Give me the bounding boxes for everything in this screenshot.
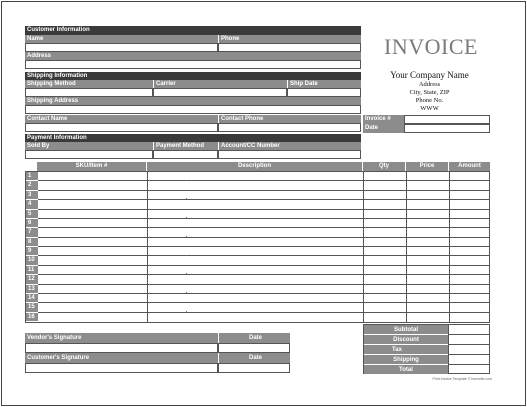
customer-date-field[interactable]	[218, 363, 290, 373]
vendor-date-field[interactable]	[218, 343, 290, 353]
items-table-body	[25, 171, 490, 323]
shipping-address-field[interactable]	[25, 105, 361, 114]
sold-by-label: Sold By	[25, 142, 153, 150]
contact-phone-field[interactable]	[218, 123, 361, 132]
table-row[interactable]	[38, 294, 489, 303]
company-name: Your Company Name	[390, 70, 469, 80]
customer-name-label: Name	[25, 35, 218, 43]
carrier-label: Carrier	[153, 80, 287, 88]
table-row[interactable]	[38, 238, 489, 247]
company-city-state-zip: City, State, ZIP	[409, 89, 450, 96]
row-number: 16	[26, 313, 38, 322]
totals-box	[363, 324, 490, 374]
row-number: 1	[26, 172, 38, 181]
row-number: 12	[26, 275, 38, 284]
shipping-method-field[interactable]	[25, 88, 153, 97]
company-www: WWW	[420, 105, 439, 112]
customer-signature-field[interactable]	[25, 363, 218, 373]
items-header-row	[37, 162, 490, 171]
shipping-method-label: Shipping Method	[25, 80, 153, 88]
row-number: 4	[26, 200, 38, 209]
subtotal-label: Subtotal	[364, 325, 448, 335]
table-row[interactable]	[38, 275, 489, 284]
row-number: 5	[26, 210, 38, 219]
row-number: 6	[26, 219, 38, 228]
invoice-number-field[interactable]	[404, 115, 490, 124]
customer-address-field[interactable]	[25, 60, 361, 69]
row-number: 14	[26, 294, 38, 303]
customer-date-label: Date	[218, 353, 290, 363]
ship-date-label: Ship Date	[287, 80, 361, 88]
table-row[interactable]	[38, 313, 489, 322]
sold-by-field[interactable]	[25, 150, 153, 159]
table-row[interactable]	[38, 200, 489, 209]
price-column-header: Price	[405, 162, 448, 171]
customer-phone-label: Phone	[218, 35, 361, 43]
column-divider	[147, 172, 148, 322]
row-number: 11	[26, 266, 38, 275]
row-number: 13	[26, 285, 38, 294]
contact-phone-label: Contact Phone	[218, 115, 361, 123]
table-row[interactable]	[38, 266, 489, 275]
shipping-info-header: Shipping Information	[25, 72, 361, 80]
vendor-signature-label: Vendor's Signature	[25, 333, 218, 343]
table-row[interactable]	[38, 191, 489, 200]
vendor-signature-field[interactable]	[25, 343, 218, 353]
contact-name-label: Contact Name	[25, 115, 218, 123]
customer-info-header: Customer Information	[25, 26, 361, 35]
amount-column-header: Amount	[448, 162, 490, 171]
invoice-date-field[interactable]	[404, 124, 490, 133]
column-divider	[363, 172, 364, 322]
contact-name-field[interactable]	[25, 123, 218, 132]
table-row[interactable]	[38, 228, 489, 237]
footer-credit: Print Invoice Template © formville.com	[432, 377, 492, 381]
row-number: 10	[26, 256, 38, 265]
payment-method-field[interactable]	[153, 150, 218, 159]
payment-method-label: Payment Method	[153, 142, 218, 150]
row-number: 2	[26, 181, 38, 190]
table-row[interactable]	[38, 219, 489, 228]
table-row[interactable]	[38, 256, 489, 265]
tax-label: Tax	[364, 345, 448, 355]
customer-address-label: Address	[25, 52, 361, 60]
shipping-field[interactable]	[448, 355, 489, 365]
table-row[interactable]	[38, 247, 489, 256]
table-row[interactable]	[38, 210, 489, 219]
column-divider	[449, 172, 450, 322]
row-number: 15	[26, 303, 38, 312]
tax-field[interactable]	[448, 345, 489, 355]
row-number: 8	[26, 238, 38, 247]
invoice-page	[1, 1, 526, 406]
company-address: Address	[418, 81, 441, 88]
totals-divider	[448, 325, 449, 374]
subtotal-field[interactable]	[448, 325, 489, 335]
sku-column-header: SKU/Item #	[37, 162, 146, 171]
account-number-field[interactable]	[218, 150, 361, 159]
row-number: 9	[26, 247, 38, 256]
description-column-header: Description	[146, 162, 362, 171]
customer-signature-label: Customer's Signature	[25, 353, 218, 363]
carrier-field[interactable]	[153, 88, 287, 97]
table-row[interactable]	[38, 172, 489, 181]
company-phone: Phone No.	[415, 97, 444, 104]
qty-column-header: Qty	[362, 162, 405, 171]
payment-info-header: Payment Information	[25, 134, 361, 142]
row-number: 3	[26, 191, 38, 200]
invoice-number-label: Invoice #	[363, 115, 404, 124]
shipping-address-label: Shipping Address	[25, 97, 361, 105]
table-row[interactable]	[38, 285, 489, 294]
account-number-label: Account/CC Number	[218, 142, 361, 150]
row-number: 7	[26, 228, 38, 237]
table-row[interactable]	[38, 181, 489, 190]
invoice-title: INVOICE	[384, 34, 478, 59]
customer-name-field[interactable]	[25, 43, 218, 52]
total-field[interactable]	[448, 365, 489, 374]
total-label: Total	[364, 365, 448, 374]
discount-label: Discount	[364, 335, 448, 345]
ship-date-field[interactable]	[287, 88, 361, 97]
vendor-date-label: Date	[218, 333, 290, 343]
shipping-label: Shipping	[364, 355, 448, 365]
customer-phone-field[interactable]	[218, 43, 361, 52]
invoice-date-label: Date	[363, 124, 404, 133]
column-divider	[406, 172, 407, 322]
discount-field[interactable]	[448, 335, 489, 345]
table-row[interactable]	[38, 303, 489, 312]
